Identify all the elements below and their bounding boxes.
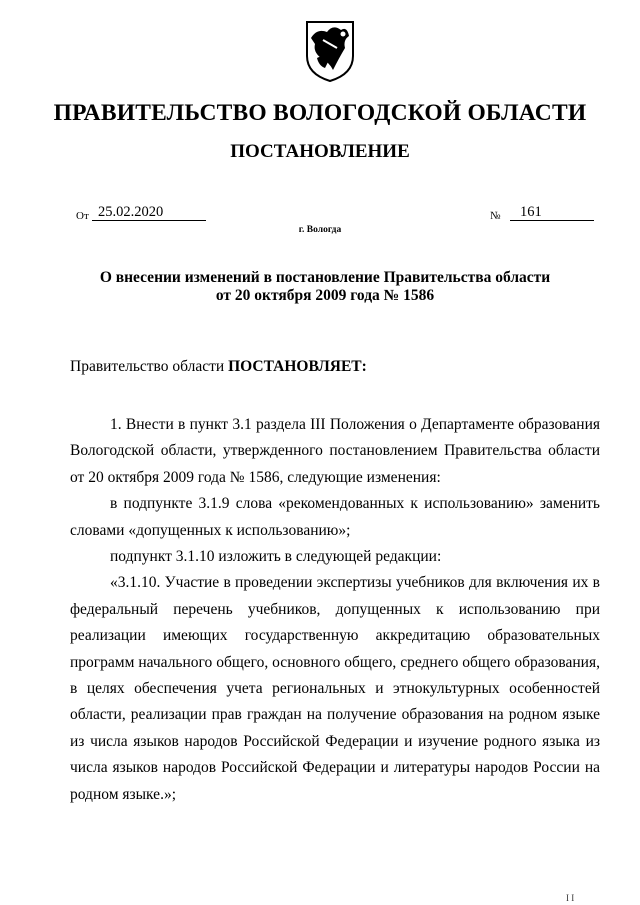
paragraph-3: подпункт 3.1.10 изложить в следующей редакции: (110, 548, 442, 566)
subject-line-2: от 20 октября 2009 года № 1586 (215, 287, 435, 304)
preamble-verb: ПОСТАНОВЛЯЕТ: (228, 358, 367, 375)
city: г. Вологда (298, 225, 342, 235)
number-label: № (490, 210, 501, 222)
document-date: 25.02.2020 (92, 204, 206, 221)
paragraph-1: 1. Внести в пункт 3.1 раздела III Положения о Департаменте образования Вологодской области, утвержденного постановлением Правительства области от 20 октября 2009 года № 1586, следующие изменения: (70, 416, 600, 486)
subject-line-1: О внесении изменений в постановление Правительства области (99, 269, 551, 286)
document-body (70, 412, 600, 808)
page-mark: I I (566, 893, 575, 903)
paragraph-2: в подпункте 3.1.9 слова «рекомендованных к использованию» заменить словами «допущенных к использованию»; (70, 495, 600, 539)
document-type: ПОСТАНОВЛЕНИЕ (230, 141, 410, 162)
preamble-text: Правительство области (70, 358, 225, 375)
vologda-coat-of-arms-icon (303, 18, 357, 84)
date-label: От (76, 210, 89, 222)
document-subject (90, 269, 560, 305)
document-number: 161 (510, 204, 594, 221)
organization-title: ПРАВИТЕЛЬСТВО ВОЛОГОДСКОЙ ОБЛАСТИ (53, 100, 587, 126)
paragraph-4: «3.1.10. Участие в проведении экспертизы учебников для включения их в федеральный перечень учебников, допущенных к использованию при реализации имеющих государственную аккредитацию образовательных программ начального общего, основного общего, среднего общего образования, в целях обеспечения учета региональных и этнокультурных особенностей области, реализации прав граждан на получение образования на родном языке из числа языков народов Российской Федерации и изучение родного языка из числа языков народов Российской Федерации и литературы народов России на родном языке.»; (70, 574, 600, 803)
preamble (70, 358, 367, 376)
